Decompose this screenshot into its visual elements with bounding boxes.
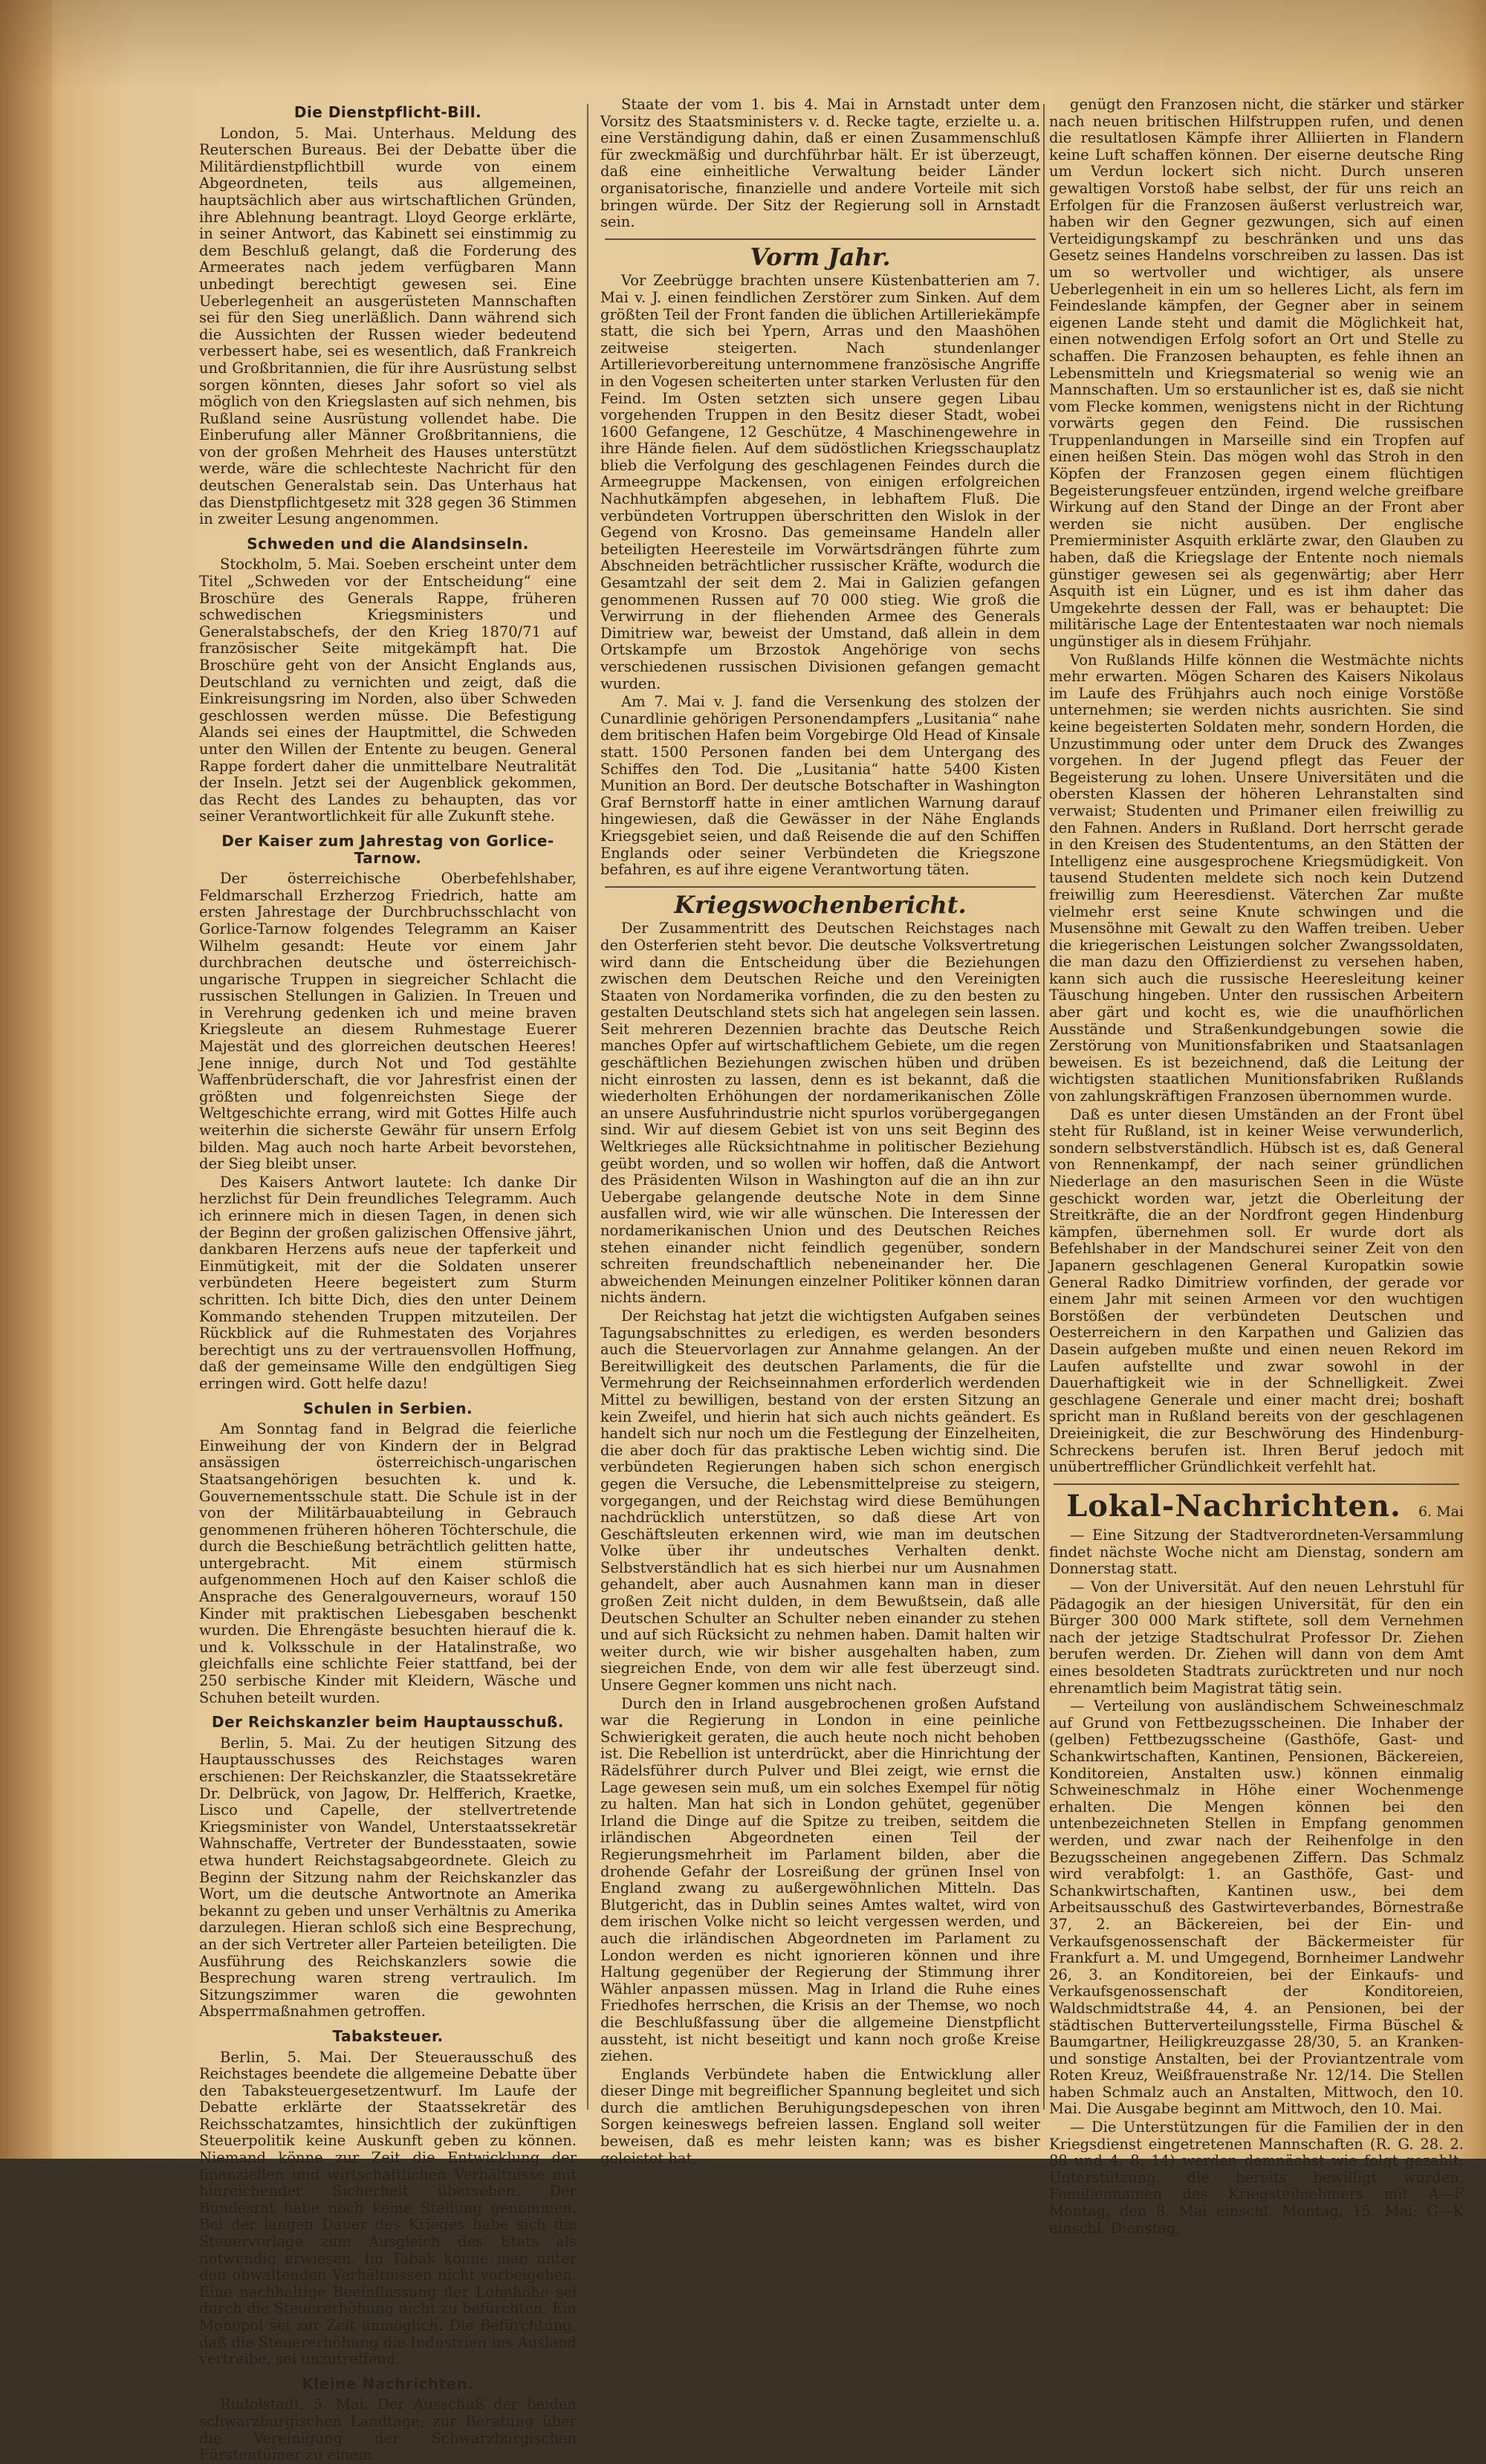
article-heading: Tabaksteuer. xyxy=(332,2026,444,2045)
article-heading: Der Kaiser zum Jahrestag von Gorlice-Tarnow. xyxy=(221,831,554,867)
column-rule-left xyxy=(587,104,588,2110)
section-separator xyxy=(605,886,1036,888)
article-heading: Der Reichskanzler beim Hauptausschuß. xyxy=(212,1713,564,1732)
article-paragraph: Am Sonntag fand in Belgrad die feierliche Einweihung der von Kindern der in Belgrad ansässigen österreichisch-ungarischen Staatsangehörigen besuchten k. und k. Gouvernementsschule statt. Die Schule ist in der von der Militärbauabteilung in Gebrauch genommenen früheren höheren Töchterschule, die durch die Beschießung beträchtlich gelitten hatte, untergebracht. Mit einem stürmisch aufgenommenen Hoch auf den Kaiser schloß die Ansprache des Generalgouverneurs, worauf 150 Kinder mit praktischen Liebesgaben beschenkt wurden. Die Ehrengäste besuchten hierauf die k. und k. Volksschule in der Hatalinstraße, wo gleichfalls eine schlichte Feier stattfand, bei der 250 serbische Kinder mit Kleidern, Wäsche und Schuhen beteilt wurden. xyxy=(199,1420,577,1706)
article-paragraph: Stockholm, 5. Mai. Soeben erscheint unter dem Titel „Schweden vor der Entscheidung“ eine Broschüre des Generals Rappe, früheren schwedischen Kriegsministers und Generalstabschefs, der den Krieg 1870/71 auf französischer Seite mitgekämpft hat. Die Broschüre geht von der Ansicht Englands aus, Deutschland zu vernichten und zeigt, daß die Einkreisungsring im Norden, also über Schweden geschlossen werden müsse. Die Befestigung Alands sei eines der Hauptmittel, die Schweden unter den Willen der Entente zu beugen. General Rappe fordert daher die unmittelbare Neutralität der Inseln. Jetzt sei der Augenblick gekommen, das Recht des Landes zu behaupten, das vor seiner Verantwortlichkeit für alle Zukunft stehe. xyxy=(199,556,577,825)
article-paragraph: Englands Verbündete haben die Entwicklung aller dieser Dinge mit begreiflicher Spannung begleitet und sich durch die amtlichen Beruhigungsdepeschen von ihren Sorgen keineswegs befreien lassen. England soll weiter beweisen, daß es mehr leisten kann; was es bisher geleistet hat, xyxy=(600,2065,1040,2167)
article-paragraph: Der österreichische Oberbefehlshaber, Feldmarschall Erzherzog Friedrich, hatte am ersten Jahrestage der Durchbruchsschlacht von Gorlice-Tarnow folgendes Telegramm an Kaiser Wilhelm gesandt: Heute vor einem Jahr durchbrachen deutsche und österreichisch-ungarische Truppen in siegreicher Schlacht die russischen Stellungen in Galizien. In Treuen und in Verehrung gedenken ich und meine braven Kriegsleute an diesem Ruhmestage Euerer Majestät und des glorreichen deutschen Heeres! Jene innige, durch Not und Tod gestählte Waffenbrüderschaft, die vor Jahresfrist einen der größten und folgenreichsten Siege der Weltgeschichte errang, wird mit Gottes Hilfe auch weiterhin die sicherste Gewähr für unsern Erfolg bilden. Mag auch noch harte Arbeit bevorstehen, der Sieg bleibt unser. xyxy=(199,870,577,1173)
lokal-date: 6. Mai xyxy=(1418,1503,1464,1520)
article-heading: Schweden und die Alandsinseln. xyxy=(247,534,529,553)
article-paragraph: Berlin, 5. Mai. Der Steuerausschuß des Reichstages beendete die allgemeine Debatte über den Tabaksteuergesetzentwurf. Im Laufe der Debatte erklärte der Staatssekretär des Reichsschatzamtes, hinsichtlich der zukünftigen Steuerpolitik keine Auskunft geben zu können. Niemand könne zur Zeit die Entwicklung der finanziellen und wirtschaftlichen Verhältnisse mit hinreichender Sicherheit übersehen. Der Bundesrat habe noch keine Stellung genommen. Bei der langen Dauer des Krieges habe sich die Steuervorlage zum Ausgleich des Etats als notwendig erwiesen. Im Tabak könne man unter den obwaltenden Verhältnissen nicht vorbeigehen. Eine nachhaltige Beeinflussung der Lohnhöhe sei durch die Steuererhöhung nicht zu befürchten. Ein Monopol sei zur Zeit unmöglich. Die Befürchtung, daß die Steuererhöhung die Industrien ins Ausland vertreibe, sei unzutreffend. xyxy=(199,2048,577,2368)
column-right xyxy=(1049,96,1464,2237)
article-paragraph: Vor Zeebrügge brachten unsere Küstenbatterien am 7. Mai v. J. einen feindlichen Zerstörer zum Sinken. Auf dem größten Teil der Front fanden die üblichen Artilleriekämpfe statt, die sich bei Ypern, Arras und den Maashöhen zeitweise steigerten. Nach stundenlanger Artillerievorbereitung unternommene französische Angriffe in den Vogesen scheiterten unter starken Verlusten für den Feind. Im Osten setzten sich unsere gegen Libau vorgehenden Truppen in den Besitz dieser Stadt, wobei 1600 Gefangene, 12 Geschütze, 4 Maschinengewehre in ihre Hände fielen. Auf dem südöstlichen Kriegsschauplatz blieb die Verfolgung des geschlagenen Feindes durch die Armeegruppe Mackensen, von einigen erfolgreichen Nachhutkämpfen abgesehen, in lebhaftem Fluß. Die verbündeten Vortruppen überschritten den Wislok in der Gegend von Krosno. Das gemeinsame Handeln aller beteiligten Heeresteile im Vorwärtsdrängen führte zum Abschneiden beträchtlicher russischer Kräfte, wodurch die Gesamtzahl der seit dem 2. Mai in Galizien gefangen genommenen Russen auf 70 000 stieg. Wie groß die Verwirrung in der fliehenden Armee des Generals Dimitriew war, beweist der Umstand, daß allein in dem Ortskampfe um Brzostok Angehörige von sechs verschiedenen russischen Divisionen gefangen gemacht wurden. xyxy=(600,272,1040,692)
article-heading: Kleine Nachrichten. xyxy=(302,2374,474,2393)
book-spine-shadow xyxy=(0,0,52,2159)
article-paragraph: genügt den Franzosen nicht, die stärker und stärker nach neuen britischen Hilfstruppen rufen, und denen die resultatlosen Kämpfe ihrer Alliierten in Flandern keine Luft schaffen können. Der eiserne deutsche Ring um Verdun lockert sich nicht. Durch unseren gewaltigen Vorstoß habe selbst, der für uns reich an Erfolgen für die Franzosen äußerst verlustreich war, haben wir den Gegner gezwungen, sich auf einen Verteidigungskampf zu beschränken und uns das Gesetz seines Handelns vorschreiben zu lassen. Das ist um so wertvoller und wichtiger, als unsere Ueberlegenheit in ein um so helleres Licht, als fern im Feindeslande kämpfen, der Gegner aber in seinem eigenen Lande steht und damit die Möglichkeit hat, einen notwendigen Erfolg sofort an Ort und Stelle zu schaffen. Die Franzosen behaupten, es fehle ihnen an Lebensmitteln und Kriegsmaterial so wenig wie an Mannschaften. Um so erstaunlicher ist es, daß sie nicht vom Flecke kommen, wenigstens nicht in der Richtung vorwärts gegen den Feind. Die russischen Truppenlandungen in Marseille sind ein Tropfen auf einen heißen Stein. Das mögen wohl das Stroh in den Köpfen der Franzosen gegen einem flüchtigen Begeisterungsfeuer entzünden, irgend welche greifbare Wirkung auf den Stand der Dinge an der Front aber werden sie nicht ausüben. Der englische Premierminister Asquith erklärte zwar, den Glauben zu haben, daß die Kriegslage der Entente noch niemals günstiger gewesen sei als gegenwärtig; aber Herr Asquith ist ein Lügner, und es ist ihm daher das Umgekehrte dessen der Fall, was er behauptet: Die militärische Lage der Ententestaaten war noch niemals ungünstiger als in diesem Frühjahr. xyxy=(1049,96,1464,650)
article-paragraph: Berlin, 5. Mai. Zu der heutigen Sitzung des Hauptausschusses des Reichstages waren erschienen: Der Reichskanzler, die Staatssekretäre Dr. Delbrück, von Jagow, Dr. Helfferich, Kraetke, Lisco und Capelle, der stellvertretende Kriegsminister von Wandel, Unterstaatssekretär Wahnschaffe, Vertreter der Bundesstaaten, sowie etwa hundert Reichstagsabgeordnete. Gleich zu Beginn der Sitzung nahm der Reichskanzler das Wort, um die deutsche Antwortnote an Amerika bekannt zu geben und unser Verhältnis zu Amerika darzulegen. Hieran schloß sich eine Besprechung, an der sich Vertreter aller Parteien beteiligten. Die Ausführung des Reichskanzlers sowie die Besprechung waren streng vertraulich. Im Sitzungszimmer waren die gewohnten Absperrmaßnahmen getroffen. xyxy=(199,1734,577,2021)
article-paragraph: Rudolstadt, 5. Mai. Der Ausschuß der beiden schwarzburgischen Landtage, zur Beratung über die Vereinigung der Schwarzburgischen Fürstentümer zu einem xyxy=(199,2396,577,2464)
article-paragraph: — Verteilung von ausländischem Schweineschmalz auf Grund von Fettbezugsscheinen. Die Inhaber der (gelben) Fettbezugsscheine (Gasthöfe, Gast- und Schankwirtschaften, Kantinen, Pensionen, Bäckereien, Konditoreien, Anstalten usw.) können einmalig Schweineschmalz in Höhe einer Wochenmenge erhalten. Die Mengen können bei den untenbezeichneten Stellen in Empfang genommen werden, und zwar nach der Reihenfolge in den Bezugsscheinen angegebenen Ziffern. Das Schmalz wird verabfolgt: 1. an Gasthöfe, Gast- und Schankwirtschaften, Kantinen usw., bei dem Arbeitsausschuß des Gastwirteverbandes, Börnestraße 37, 2. an Bäckereien, bei der Ein- und Verkaufsgenossenschaft der Bäckermeister für Frankfurt a. M. und Umgegend, Bornheimer Landwehr 26, 3. an Konditoreien, bei der Einkaufs- und Verkaufsgenossenschaft der Konditoreien, Waldschmidtstraße 44, 4. an Pensionen, bei der städtischen Butterverteilungsstelle, Firma Büschel & Baumgartner, Heiligkreuzgasse 28/30, 5. an Kranken- und sonstige Anstalten, bei der Proviantzentrale vom Roten Kreuz, Weißfrauenstraße Nr. 12/14. Die Stellen haben Schmalz auch an Anstalten, Mittwoch, den 10. Mai. Die Ausgabe beginnt am Mittwoch, den 10. Mai. xyxy=(1049,1697,1464,2118)
article-paragraph: — Die Unterstützungen für die Familien der in den Kriegsdienst eingetretenen Mannschaften (R. G. 28. 2. 88 und 4. 8. 14) werden demnächst wie folgt gezahlt: Unterstützung, die bereits bewilligt wurden, Familiennamen des Kriegsteilnehmers mit A—F Montag, den 8. Mai einschl. Montag, 15. Mai; G—K einschl. Dienstag, xyxy=(1049,2119,1464,2237)
article-paragraph: Von Rußlands Hilfe können die Westmächte nichts mehr erwarten. Mögen Scharen des Kaisers Nikolaus im Laufe des Frühjahrs auch noch einige Vorstöße unternehmen; sie werden nichts ausrichten. Sie sind keine begeisterten Soldaten mehr, sondern Horden, die Unzustimmung oder unter dem Druck des Zwanges vorgehen. In der Jugend pflegt das Feuer der Begeisterung zu lohen. Unsere Universitäten und die obersten Klassen der höheren Lehranstalten sind verwaist; Studenten und Primaner eilen freiwillig zu den Fahnen. Anders in Rußland. Dort herrscht gerade in den Kreisen des Studententums, an den Stätten der Intelligenz eine ausgesprochene Kriegsmüdigkeit. Von tausend Studenten meldete sich noch kein Dutzend freiwillig zum Heeresdienst. Väterchen Zar mußte vielmehr erst seine Knute schwingen und die Musensöhne mit Gewalt zu den Waffen treiben. Ueber die kriegerischen Leistungen solcher Zwangssoldaten, die man dazu den Offizierdienst zu versehen haben, kann sich auch die russische Heeresleitung keiner Täuschung hingeben. Unter den russischen Arbeitern aber gärt und kocht es, wie die unaufhörlichen Ausstände und Straßenkundgebungen sowie die Zerstörung von Munitionsfabriken und Staatsanlagen beweisen. Es ist bezeichnend, daß die Leitung der wichtigsten staatlichen Munitionsfabriken Rußlands von zahlungskräftigen Franzosen übernommen wurde. xyxy=(1049,651,1464,1105)
article-heading: Schulen in Serbien. xyxy=(302,1399,473,1417)
lokal-title: Lokal-Nachrichten. xyxy=(1066,1488,1401,1524)
article-paragraph: Durch den in Irland ausgebrochenen großen Aufstand war die Regierung in London in eine peinliche Schwierigkeit geraten, die auch heute noch nicht behoben ist. Die Rebellion ist unterdrückt, aber die Hinrichtung der Rädelsführer durch Pulver und Blei zeigt, wie ernst die Lage gewesen sein muß, um ein solches Exempel für nötig zu halten. Man hat sich in London gehütet, gegenüber Irland die Dinge auf die Spitze zu treiben, seitdem die irländischen Abgeordneten einen Teil der Regierungsmehrheit im Parlament bilden, aber die drohende Gefahr der Losreißung der grünen Insel von England zwang zu außergewöhnlichen Mitteln. Das Blutgericht, das in Dublin seines Amtes waltet, wird von dem irischen Volke nicht so leicht vergessen werden, und auch die irländischen Abgeordneten im Parlament zu London werden es nicht ignorieren können und ihre Haltung gegenüber der Regierung der Stimmung ihrer Wähler anpassen müssen. Mag in Irland die Ruhe eines Friedhofes herrschen, die Krisis an der Themse, wo noch die Beschlußfassung über die allgemeine Dienstpflicht aussteht, ist nicht beseitigt und kann noch große Kreise ziehen. xyxy=(600,1694,1040,2065)
article-paragraph: Der Zusammentritt des Deutschen Reichstages nach den Osterferien steht bevor. Die deutsche Volksvertretung wird dann die Entscheidung über die Beziehungen zwischen dem Deutschen Reiche und den Vereinigten Staaten von Nordamerika vorfinden, die zu den besten zu gestalten Deutschland stets sich hat angelegen sein lassen. Seit mehreren Dezennien brachte das Deutsche Reich manches Opfer auf wirtschaftlichem Gebiete, um die regen geschäftlichen Beziehungen zwischen hüben und drüben nicht einrosten zu lassen, denn es ist bekannt, daß die wiederholten Erhöhungen der nordamerikanischen Zölle an unsere Ausfuhrindustrie nicht spurlos vorübergegangen sind. Wir auf diesem Gebiet ist von uns seit Beginn des Weltkrieges alle Rücksichtnahme in politischer Beziehung geübt worden, und so wollen wir hoffen, daß die Antwort des Präsidenten Wilson in Washington auf die an ihn zur Uebergabe gelangende deutsche Note in dem Sinne ausfallen wird, wie wir alle wünschen. Die Interessen der nordamerikanischen Union und des Deutschen Reiches stehen einander nicht feindlich gegenüber, sondern schreiten freundschaftlich nebeneinander her. Die abweichenden Meinungen einzelner Politiker können daran nichts ändern. xyxy=(600,920,1040,1307)
article-paragraph: — Von der Universität. Auf den neuen Lehrstuhl für Pädagogik an der hiesigen Universität, für den ein Bürger 300 000 Mark stiftete, soll dem Vernehmen nach der jetzige Stadtschulrat Professor Dr. Ziehen berufen werden. Dr. Ziehen will dann von dem Amt eines besoldeten Stadtrats zurücktreten und nur noch ehrenamtlich beim Magistrat tätig sein. xyxy=(1049,1579,1464,1697)
column-left xyxy=(199,97,577,2464)
article-paragraph: Staate der vom 1. bis 4. Mai in Arnstadt unter dem Vorsitz des Staatsministers v. d. Recke tagte, erzielte u. a. eine Verständigung dahin, daß er einen Zusammenschluß für zweckmäßig und durchführbar hält. Er ist überzeugt, daß eine einheitliche Verwaltung beider Länder organisatorische, finanzielle und andere Vorteile mit sich bringen würde. Der Sitz der Regierung soll in Arnstadt sein. xyxy=(600,96,1040,231)
lokal-header xyxy=(1049,1488,1464,1524)
section-separator xyxy=(605,238,1036,240)
article-paragraph: London, 5. Mai. Unterhaus. Meldung des Reuterschen Bureaus. Bei der Debatte über die Militärdienstpflichtbill wurde von einem Abgeordneten, teils aus allgemeinen, hauptsächlich aber aus wirtschaftlichen Gründen, ihre Ablehnung beantragt. Lloyd George erklärte, in seiner Antwort, das Kabinett sei einstimmig zu dem Beschluß gelangt, daß die Forderung des Armeerates nach jedem verfügbaren Mann unbedingt berechtigt gewesen sei. Eine Ueberlegenheit an ausgerüsteten Mannschaften sei für den Sieg unerläßlich. Dann während sich die Aussichten der Russen wieder bedeutend verbessert habe, sei es wesentlich, daß Frankreich und Großbritannien, die für ihre Ausrüstung selbst sorgen könnten, dieses Jahr sofort so viel als möglich von den Kriegslasten auf sich nehmen, bis Rußland seine Ausrüstung vollendet habe. Die Einberufung aller Männer Großbritanniens, die von der großen Mehrheit des Hauses unterstützt werde, wäre die schlechteste Nachricht für den deutschen Generalstab sein. Das Unterhaus hat das Dienstpflichtgesetz mit 328 gegen 36 Stimmen in zweiter Lesung angenommen. xyxy=(199,124,577,528)
article-paragraph: — Eine Sitzung der Stadtverordneten-Versammlung findet nächste Woche nicht am Dienstag, sondern am Donnerstag statt. xyxy=(1049,1527,1464,1578)
article-heading: Die Dienstpflicht-Bill. xyxy=(293,103,482,121)
article-paragraph: Am 7. Mai v. J. fand die Versenkung des stolzen der Cunardlinie gehörigen Personendampfers „Lusitania“ nahe dem britischen Hafen beim Vorgebirge Old Head of Kinsale statt. 1500 Personen fanden bei dem Untergang des Schiffes den Tod. Die „Lusitania“ hatte 5400 Kisten Munition an Bord. Der deutsche Botschafter in Washington Graf Bernstorff hatte in einer amtlichen Warnung darauf hingewiesen, daß die Gewässer in der Nähe Englands Kriegsgebiet seien, und daß Reisende die auf den Schiffen Englands oder seiner Verbündeten die Kriegszone befahren, es auf ihre eigene Verantwortung täten. xyxy=(600,693,1040,879)
section-separator xyxy=(1054,1483,1459,1485)
article-paragraph: Der Reichstag hat jetzt die wichtigsten Aufgaben seines Tagungsabschnittes zu erledigen, es werden besonders auch die Steuervorlagen zur Annahme gelangen. An der Bereitwilligkeit des deutschen Parlaments, die für die Vermehrung der Reichseinnahmen erforderlich werdenden Mittel zu bewilligen, bestand von der ersten Sitzung an kein Zweifel, und hierin hat sich auch nichts geändert. Es handelt sich nur noch um die Festlegung der Einzelheiten, die aber doch für das praktische Leben wichtig sind. Die verbündeten Regierungen haben sich schon energisch gegen die Versuche, die Lebensmittelpreise zu steigern, vorgegangen, und der Reichstag wird diese Bemühungen nachdrücklich unterstützen, so daß diese Art von Geschäftsleuten erkennen wird, wie man im deutschen Volke über ihr undeutsches Verhalten denkt. Selbstverständlich hat es sich hierbei nur um Ausnahmen gehandelt, aber auch Ausnahmen kann man in dieser großen Zeit nicht dulden, in dem Bewußtsein, daß alle Deutschen Schulter an Schulter neben einander zu stehen und auf sich Rücksicht zu nehmen haben. Damit halten wir weiter durch, wie wir bisher ausgehalten haben, zum siegreichen Ende, von dem wir alle fest überzeugt sind. Unsere Gegner kommen uns nicht nach. xyxy=(600,1307,1040,1694)
article-paragraph: Daß es unter diesen Umständen an der Front übel steht für Rußland, ist in keiner Weise verwunderlich, sondern selbstverständlich. Hübsch ist es, daß General von Rennenkampf, der nach seiner gründlichen Niederlage an den masurischen Seen in die Wüste geschickt worden war, jetzt die Oberleitung der Streitkräfte, die an der Nordfront gegen Hindenburg kämpfen, übernehmen soll. Er wurde dort als Befehlshaber in der Mandschurei seiner Zeit von den Japanern geschlagenen General Kuropatkin sowie General Radko Dimitriew vorfinden, der gerade vor einem Jahr mit seinen Armeen vor den wuchtigen Borstößen der verbündeten Deutschen und Oesterreichern in den Karpathen und Galizien das Dasein aufgeben mußte und einen neuen Rekord im Laufen aufstellte und zwar sowohl in der Dauerhaftigkeit wie in der Schnelligkeit. Zwei geschlagene Generale und einer macht drei; boshaft spricht man in Rußland bereits von der geschlagenen Dreieinigkeit, die zur Beschwörung des Hindenburg-Schreckens berufen ist. Ihren Beruf jedoch mit unübertrefflicher Gründlichkeit verfehlt hat. xyxy=(1049,1105,1464,1476)
column-middle xyxy=(600,96,1040,2167)
article-paragraph: Des Kaisers Antwort lautete: Ich danke Dir herzlichst für Dein freundliches Telegramm. Auch ich erinnere mich in diesen Tagen, in denen sich der Beginn der großen galizischen Offensive jährt, dankbaren Herzens aufs neue der tapferkeit und Einmütigkeit, mit der die Soldaten unserer verbündeten Heere begeistert zum Sturm schritten. Ich bitte Dich, dies den unter Deinem Kommando stehenden Truppen mitzuteilen. Der Rückblick auf die Ruhmestaten des Vorjahres berechtigt uns zu der vertrauensvollen Hoffnung, daß der gemeinsame Wille den endgültigen Sieg erringen wird. Gott helfe dazu! xyxy=(199,1173,577,1392)
section-heading: Kriegswochenbericht. xyxy=(674,890,967,919)
page-top-shadow xyxy=(0,0,1486,89)
section-heading: Vorm Jahr. xyxy=(750,242,891,271)
column-rule-right xyxy=(1043,104,1045,2110)
